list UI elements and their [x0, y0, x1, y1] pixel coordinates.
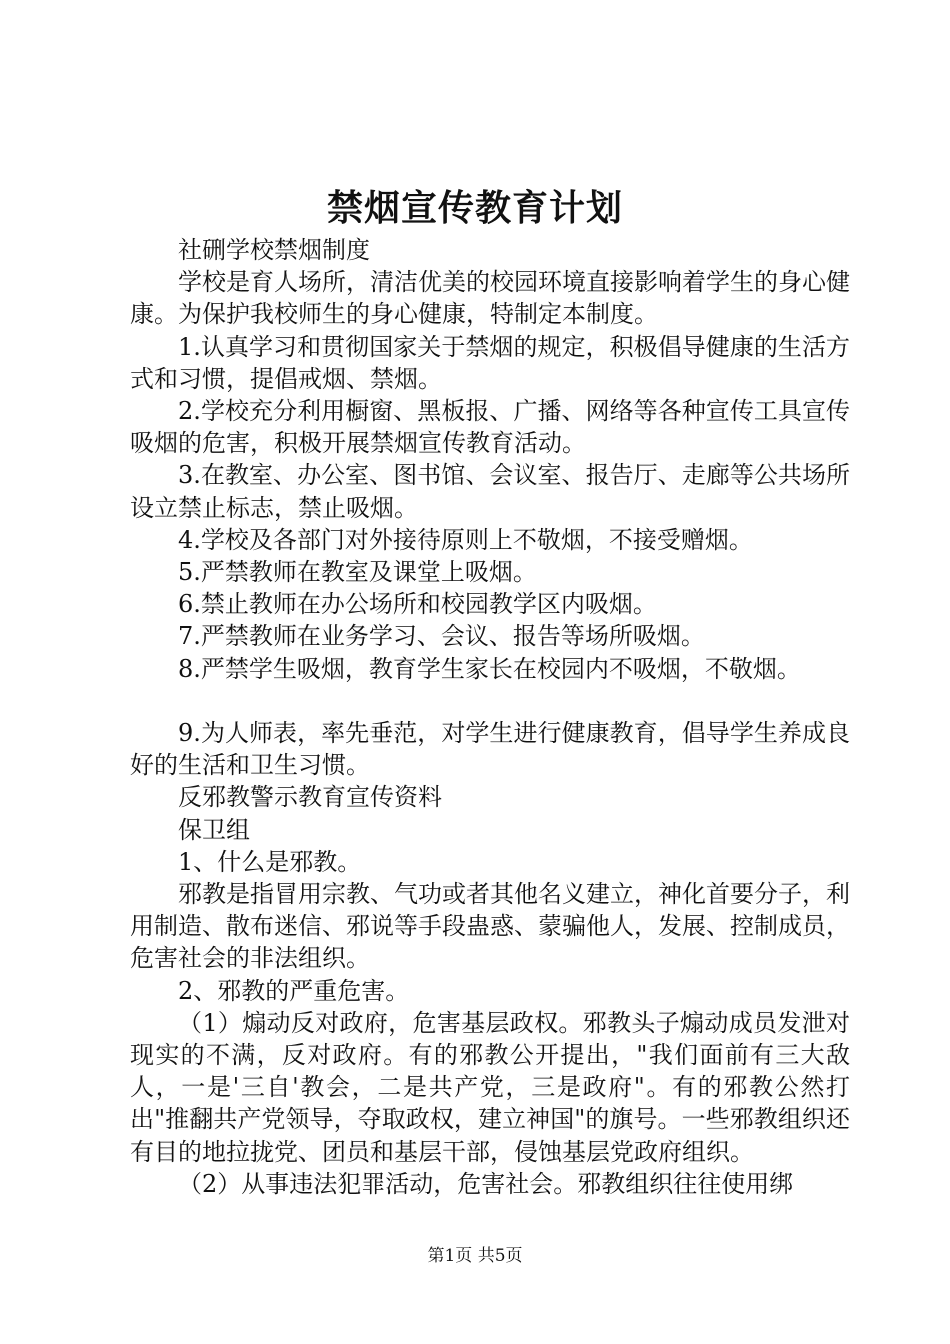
paragraph-harm-2: （2）从事违法犯罪活动，危害社会。邪教组织往往使用绑	[178, 1169, 794, 1198]
paragraph-rule-4: 4.学校及各部门对外接待原则上不敬烟，不接受赠烟。	[178, 525, 753, 554]
paragraph-definition: 邪教是指冒用宗教、气功或者其他名义建立，神化首要分子，利用制造、散布迷信、邪说等手段蛊惑、蒙骗他人，发展、控制成员，危害社会的非法组织。	[130, 880, 850, 973]
paragraph-security-group: 保卫组	[178, 815, 250, 844]
paragraph-rule-7: 7.严禁教师在业务学习、会议、报告等场所吸烟。	[178, 622, 705, 651]
paragraph-rule-2: 2.学校充分利用橱窗、黑板报、广播、网络等各种宣传工具宣传吸烟的危害，积极开展禁烟宣传教育活动。	[130, 397, 850, 458]
paragraph-rule-6: 6.禁止教师在办公场所和校园教学区内吸烟。	[178, 590, 657, 619]
paragraph-harm-1: （1）煽动反对政府，危害基层政权。邪教头子煽动成员发泄对现实的不满，反对政府。有的邪教公开提出，"我们面前有三大敌人，一是'三自'教会，二是共产党，三是政府"。有的邪教公然打出"推翻共产党领导，夺取政权，建立神国"的旗号。一些邪教组织还有目的地拉拢党、团员和基层干部，侵蚀基层党政府组织。	[130, 1008, 850, 1166]
paragraph-anti-cult-title: 反邪教警示教育宣传资料	[178, 783, 442, 812]
paragraph-rule-9: 9.为人师表，率先垂范，对学生进行健康教育，倡导学生养成良好的生活和卫生习惯。	[130, 719, 850, 780]
paragraph-school-rule-title: 社硎学校禁烟制度	[178, 236, 370, 264]
paragraph-question-2: 2、邪教的严重危害。	[178, 976, 410, 1005]
page-footer: 第1页 共5页	[427, 1246, 523, 1266]
paragraph-intro: 学校是育人场所，清洁优美的校园环境直接影响着学生的身心健康。为保护我校师生的身心健康，特制定本制度。	[130, 268, 850, 329]
paragraph-rule-8: 8.严禁学生吸烟，教育学生家长在校园内不吸烟，不敬烟。	[178, 654, 801, 683]
blank-line	[130, 685, 850, 717]
paragraph-rule-5: 5.严禁教师在教室及课堂上吸烟。	[178, 558, 537, 587]
paragraph-question-1: 1、什么是邪教。	[178, 847, 362, 876]
paragraph-rule-1: 1.认真学习和贯彻国家关于禁烟的规定，积极倡导健康的生活方式和习惯，提倡戒烟、禁烟。	[130, 332, 850, 393]
document-body	[130, 234, 850, 1200]
paragraph-rule-3: 3.在教室、办公室、图书馆、会议室、报告厅、走廊等公共场所设立禁止标志，禁止吸烟。	[130, 461, 850, 522]
document-title: 禁烟宣传教育计划	[326, 187, 623, 229]
